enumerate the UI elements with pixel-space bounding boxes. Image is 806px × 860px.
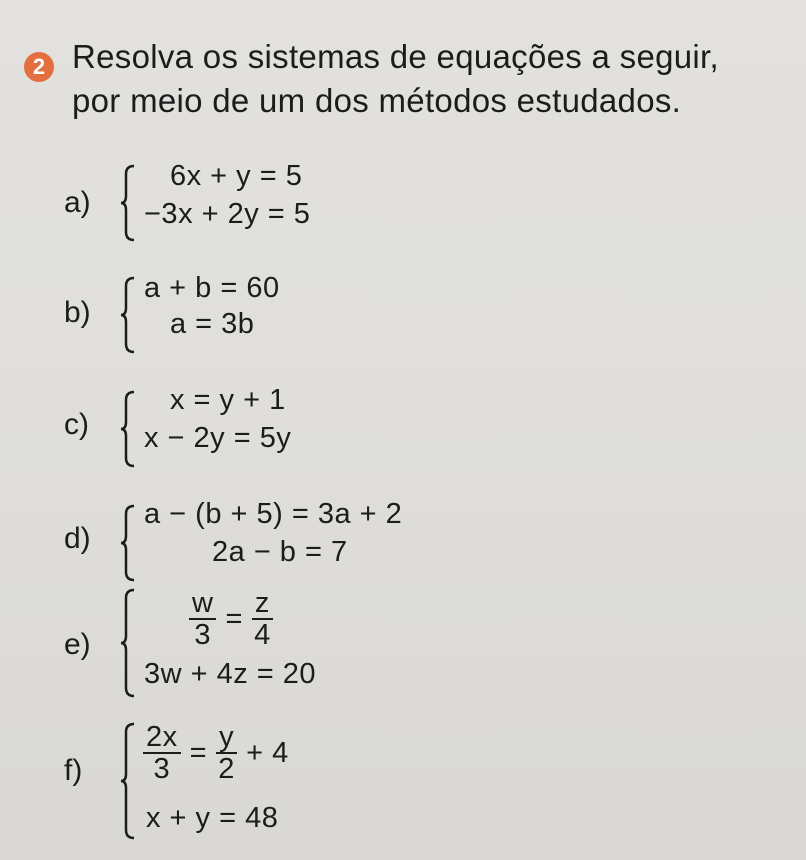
equation-1: a + b = 60 (144, 272, 280, 304)
numerator: y (216, 722, 237, 754)
denominator: 3 (153, 753, 171, 785)
system-label: f) (64, 754, 83, 787)
left-brace (120, 390, 136, 468)
question-number-badge: 2 (24, 52, 54, 82)
left-brace (120, 722, 136, 840)
fraction-right (252, 588, 273, 650)
equation-2: a = 3b (170, 308, 255, 340)
equation-1 (140, 722, 295, 784)
numerator: w (189, 588, 216, 620)
left-brace (120, 504, 136, 582)
numerator: 2x (143, 722, 181, 754)
equation-2: 3w + 4z = 20 (144, 658, 317, 690)
equation-1: 6x + y = 5 (170, 160, 303, 192)
question-prompt-line-2: por meio de um dos métodos estudados. (72, 82, 682, 119)
system-label: e) (64, 628, 91, 661)
plus-term: + 4 (246, 736, 289, 769)
equals-sign: = (225, 602, 243, 635)
denominator: 2 (218, 753, 235, 785)
equation-2: 2a − b = 7 (212, 536, 348, 568)
question-prompt-line-1: Resolva os sistemas de equações a seguir, (72, 38, 719, 75)
left-brace (120, 276, 136, 354)
fraction-right (216, 722, 237, 784)
denominator: 4 (254, 619, 271, 651)
system-label: a) (64, 186, 91, 219)
fraction-left (143, 722, 181, 784)
equation-2: −3x + 2y = 5 (144, 198, 311, 230)
left-brace (120, 588, 136, 698)
fraction-left (189, 588, 216, 650)
equation-1: a − (b + 5) = 3a + 2 (144, 498, 403, 530)
equation-1 (186, 588, 276, 650)
system-label: b) (64, 296, 91, 329)
equation-1: x = y + 1 (170, 384, 286, 416)
equals-sign: = (189, 736, 208, 769)
equation-2: x + y = 48 (146, 802, 279, 834)
left-brace (120, 164, 136, 242)
equation-2: x − 2y = 5y (144, 422, 292, 454)
system-label: c) (64, 408, 89, 441)
system-label: d) (64, 522, 91, 555)
numerator: z (252, 588, 273, 620)
denominator: 3 (194, 619, 212, 651)
